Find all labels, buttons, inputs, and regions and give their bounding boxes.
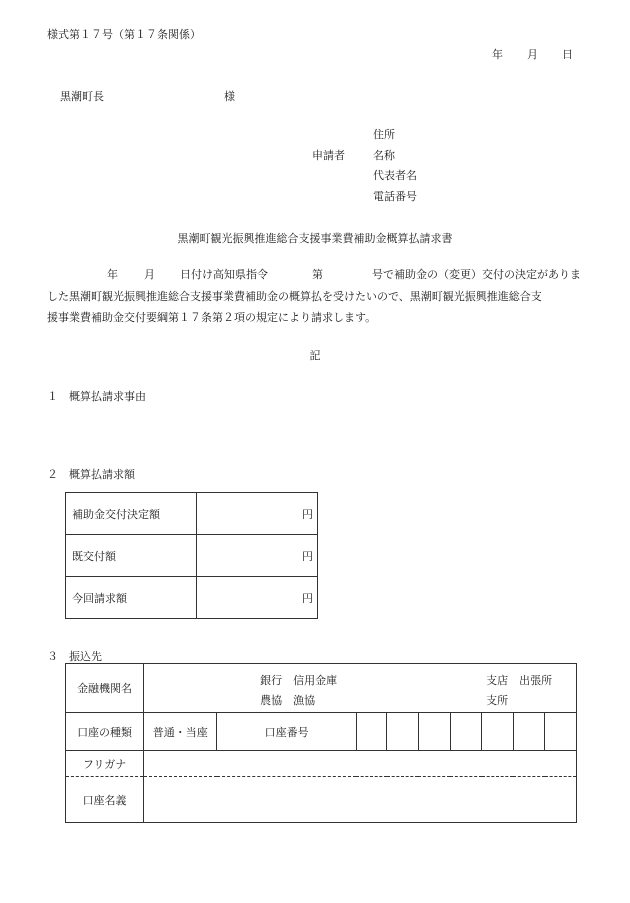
- account-number-digit-3[interactable]: [418, 713, 450, 751]
- table-row: [66, 577, 318, 619]
- claim-amount-table: [65, 492, 318, 619]
- body-line3: 援事業費補助金交付要綱第１７条第２項の規定により請求します。: [47, 311, 377, 324]
- ki-heading: 記: [309, 349, 321, 362]
- furigana-input-cell[interactable]: [144, 751, 577, 777]
- body-date-directive: 日付け高知県指令: [180, 268, 268, 281]
- form-number: 様式第１７号（第１７条関係）: [47, 28, 201, 41]
- account-number-digit-2[interactable]: [387, 713, 419, 751]
- grant-decision-amount-label: 補助金交付決定額: [66, 493, 197, 535]
- account-type-label: 口座の種類: [66, 713, 144, 751]
- account-number-digit-1[interactable]: [356, 713, 387, 751]
- addressee-name: 黒潮町長: [60, 90, 104, 103]
- grant-decision-amount-unit[interactable]: 円: [196, 493, 317, 535]
- body-year: 年: [107, 268, 118, 281]
- body-month: 月: [144, 268, 155, 281]
- account-number-digit-6[interactable]: [513, 713, 545, 751]
- account-name-label: 口座名義: [66, 777, 144, 823]
- body-line2: した黒潮町観光振興推進総合支援事業費補助金の概算払を受けたいので、黒潮町観光振興推進総合支: [47, 290, 542, 303]
- body-dai: 第: [312, 268, 323, 281]
- table-row: [66, 713, 577, 751]
- already-paid-amount-unit[interactable]: 円: [196, 535, 317, 577]
- section1-title: １ 概算払請求事由: [47, 390, 146, 403]
- date-month-label: 月: [527, 48, 538, 61]
- section2-title: ２ 概算払請求額: [47, 468, 135, 481]
- addressee-honorific: 様: [224, 90, 235, 103]
- bank-type-line2: 農協 漁協: [260, 694, 316, 707]
- document-title: 黒潮町観光振興推進総合支援事業費補助金概算払請求書: [177, 232, 453, 245]
- already-paid-amount-label: 既交付額: [66, 535, 197, 577]
- branch-type-line2: 支所: [486, 694, 509, 707]
- account-number-label: 口座番号: [217, 713, 356, 751]
- applicant-phone-label: 電話番号: [373, 190, 417, 203]
- applicant-representative-label: 代表者名: [373, 169, 417, 182]
- bank-type-line1: 銀行 信用金庫: [260, 674, 338, 687]
- account-number-digit-5[interactable]: [482, 713, 514, 751]
- table-row: [66, 493, 318, 535]
- bank-name-cell[interactable]: [144, 664, 577, 713]
- applicant-label: 申請者: [312, 149, 345, 162]
- body-line1-end: 号で補助金の（変更）交付の決定がありま: [372, 268, 581, 281]
- table-row: [66, 777, 577, 823]
- bank-name-label: 金融機関名: [66, 664, 144, 713]
- applicant-address-label: 住所: [373, 128, 395, 141]
- date-day-label: 日: [562, 48, 573, 61]
- current-claim-amount-label: 今回請求額: [66, 577, 197, 619]
- current-claim-amount-unit[interactable]: 円: [196, 577, 317, 619]
- applicant-name-label: 名称: [373, 149, 395, 162]
- table-row: [66, 535, 318, 577]
- section3-title: ３ 振込先: [47, 650, 102, 663]
- account-type-value[interactable]: 普通・当座: [144, 713, 217, 751]
- table-row: [66, 751, 577, 777]
- bank-transfer-table: [65, 663, 577, 823]
- account-number-digit-7[interactable]: [545, 713, 577, 751]
- date-year-label: 年: [492, 48, 503, 61]
- account-number-digit-4[interactable]: [450, 713, 482, 751]
- account-name-input-cell[interactable]: [144, 777, 577, 823]
- branch-type-line1: 支店 出張所: [486, 674, 553, 687]
- table-row: [66, 664, 577, 713]
- furigana-label: フリガナ: [66, 751, 144, 777]
